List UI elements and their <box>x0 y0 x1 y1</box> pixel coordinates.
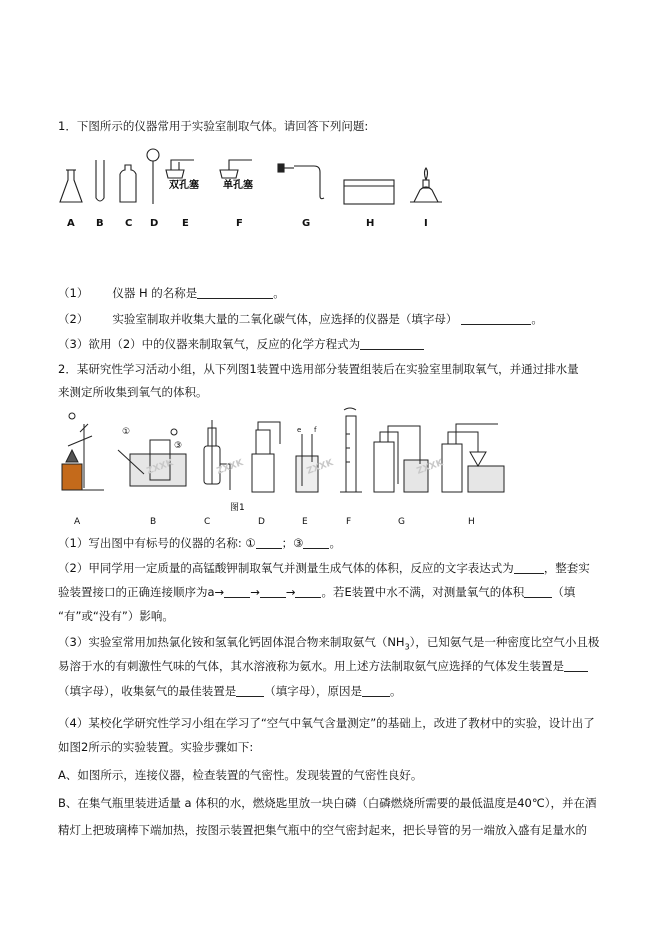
watermark-text: ZXXK <box>305 458 335 477</box>
answer-blank[interactable] <box>360 337 424 350</box>
two-tube-bottle-icon <box>296 426 318 492</box>
q1-label-e: E <box>182 218 189 229</box>
q2-label-a: A <box>74 517 81 527</box>
answer-blank[interactable] <box>260 585 286 598</box>
long-neck-funnel-icon <box>147 149 159 204</box>
q1-sub1: （1） 仪器 H 的名称是 。 <box>58 286 285 300</box>
q1-label-h: H <box>366 218 375 229</box>
answer-blank[interactable] <box>224 585 250 598</box>
watermark-text: ZXXK <box>145 458 175 477</box>
answer-blank[interactable] <box>295 585 321 598</box>
step-a: A、如图所示，连接仪器，检查装置的气密性。发现装置的气密性良好。 <box>58 768 423 782</box>
conical-flask-icon <box>60 170 82 202</box>
graduated-cylinder-icon <box>340 408 362 492</box>
stopper-single-label: 单孔塞 <box>223 180 253 191</box>
heating-apparatus-icon <box>62 413 104 490</box>
water-trough-icon <box>344 180 394 204</box>
q1-sub3: （3）欲用（2）中的仪器来制取氧气，反应的化学方程式为 <box>58 336 424 352</box>
q1-sub2: （2） 实验室制取并收集大量的二氧化碳气体，应选择的仪器是（填字母） 。 <box>58 312 543 326</box>
q2-sub3-line2: 易溶于水的有刺激性气味的气体，其水溶液称为氨水。用上述方法制取氨气应选择的气体发生装置是 <box>58 658 588 674</box>
q2-sub2-line3: “有”或“没有”）影响。 <box>58 609 174 623</box>
q2-stem-line1: 2．某研究性学习活动小组，从下列图1装置中选用部分装置组装后在实验室里制取氧气，并通过排水量 <box>58 362 579 376</box>
answer-blank[interactable] <box>303 536 329 549</box>
q1-label-b: B <box>96 218 104 229</box>
stopper-double-label: 双孔塞 <box>169 180 199 191</box>
q2-label-g: G <box>398 517 405 527</box>
q2-figure1 <box>58 404 528 528</box>
water-trough-collection-icon <box>118 429 186 486</box>
q1-label-d: D <box>150 218 159 229</box>
answer-blank[interactable] <box>564 659 588 672</box>
q1-apparatus-figure <box>58 140 448 232</box>
q1-label-c: C <box>125 218 133 229</box>
q2-sub4-line2: 如图2所示的实验装置。实验步骤如下: <box>58 740 254 754</box>
circle-marker-1: ① <box>122 427 131 437</box>
generator-flask-icon <box>204 420 230 490</box>
answer-blank[interactable] <box>514 561 544 574</box>
q1-label-g: G <box>302 218 311 229</box>
step-b-line2: 精灯上把玻璃棒下端加热，按图示装置把集气瓶中的空气密封起来，把长导管的另一端放入盛有足量水的 <box>58 823 587 837</box>
q2-label-e: E <box>302 517 308 527</box>
figure1-caption: 图1 <box>230 503 245 513</box>
q1-label-i: I <box>424 218 428 229</box>
gas-bottle-icon <box>120 165 136 202</box>
test-tube-icon <box>96 160 104 201</box>
q2-sub4-line1: （4）某校化学研究性学习小组在学习了“空气中氧气含量测定”的基础上，改进了教材中的实验，设计出了 <box>58 716 595 730</box>
q2-sub3-line3: （填字母），收集氨气的最佳装置是 （填字母），原因是 。 <box>58 684 402 698</box>
answer-blank[interactable] <box>461 312 531 325</box>
answer-blank[interactable] <box>524 585 552 598</box>
q1-label-f: F <box>236 218 243 229</box>
q2-label-h: H <box>468 517 475 527</box>
q2-sub3-line1: （3）实验室常用加热氯化铵和氢氧化钙固体混合物来制取氨气$(NH_3)$，已知氨气是一种密度比空气小且极 <box>58 635 600 652</box>
answer-blank[interactable] <box>236 684 264 697</box>
q2-label-f: F <box>346 517 352 527</box>
absorption-apparatus-icon <box>442 424 504 492</box>
q2-label-c: C <box>204 517 211 527</box>
gas-bottle-icon <box>252 422 280 492</box>
answer-blank[interactable] <box>256 536 282 549</box>
double-hole-stopper-icon <box>166 160 194 178</box>
watermark-text: ZXXK <box>415 458 445 477</box>
circle-marker-3: ③ <box>174 441 183 451</box>
q2-label-b: B <box>150 517 157 527</box>
svg-text:e: e <box>297 426 302 434</box>
step-b-line1: B、在集气瓶里装进适量 a 体积的水，燃烧匙里放一块白磷（白磷燃烧所需要的最低温度是40℃），并在酒 <box>58 796 597 810</box>
q2-sub2-line2: 验装置接口的正确连接顺序为a→ → → 。若E装置中水不满，对测量氧气的体积 （填 <box>58 585 576 599</box>
q1-stem: 1．下图所示的仪器常用于实验室制取气体。请回答下列问题: <box>58 119 369 133</box>
q1-label-a: A <box>67 218 75 229</box>
single-hole-stopper-icon <box>220 160 252 178</box>
q2-sub1: （1）写出图中有标号的仪器的名称: ① ；③ 。 <box>58 536 341 550</box>
svg-text:f: f <box>314 426 317 434</box>
q2-label-d: D <box>258 517 265 527</box>
rubber-delivery-tube-icon <box>278 164 324 199</box>
alcohol-lamp-icon <box>410 168 442 202</box>
gas-washing-bottles-icon <box>374 426 428 492</box>
q2-stem-line2: 来测定所收集到氧气的体积。 <box>58 385 208 399</box>
answer-blank[interactable] <box>362 684 390 697</box>
q2-sub2-line1: （2）甲同学用一定质量的高锰酸钾制取氧气并测量生成气体的体积，反应的文字表达式为 ，整套实 <box>58 561 590 575</box>
watermark-text: ZXXK <box>215 458 245 477</box>
answer-blank[interactable] <box>197 286 273 299</box>
